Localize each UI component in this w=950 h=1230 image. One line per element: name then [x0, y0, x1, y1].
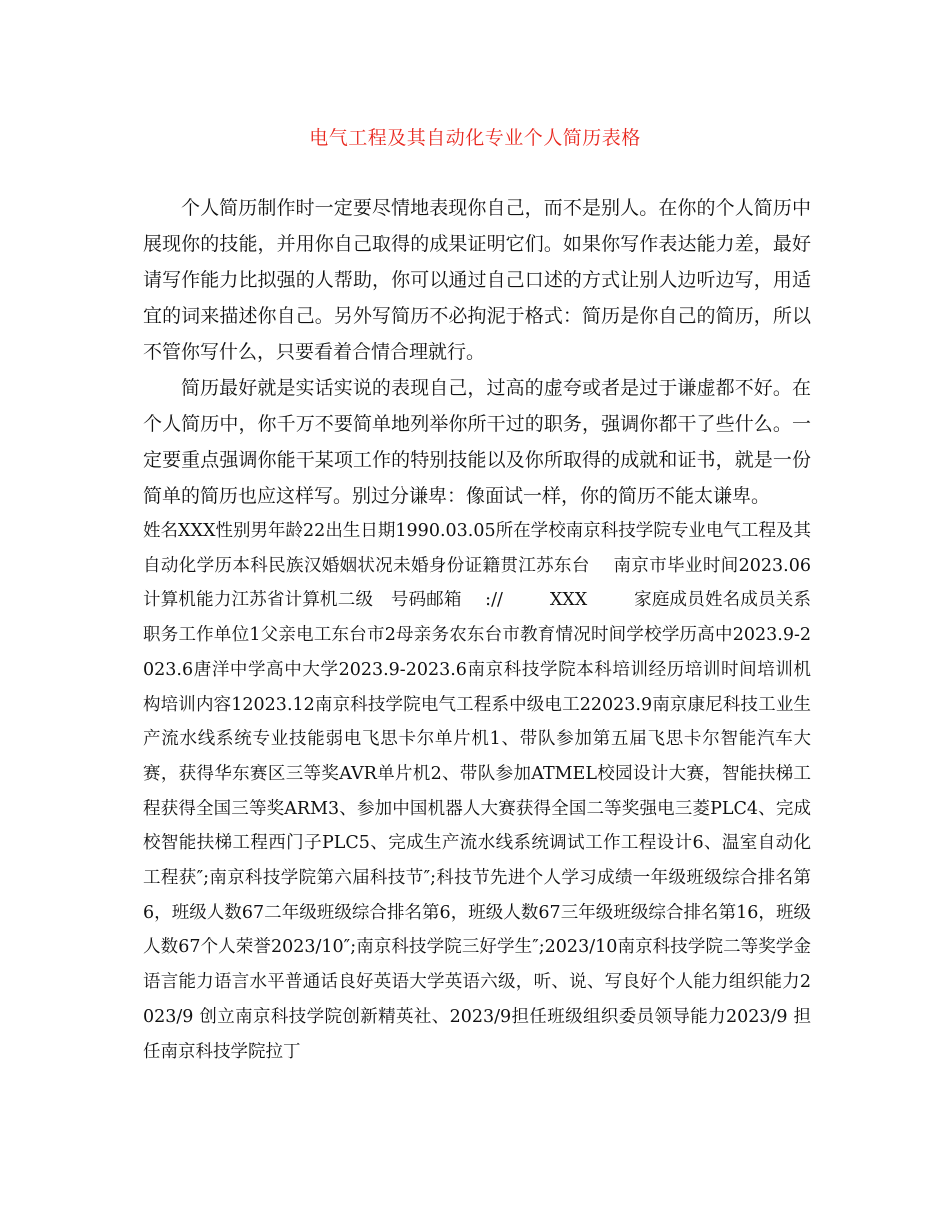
document-title: 电气工程及其自动化专业个人简历表格 [309, 127, 641, 149]
advice-paragraph: 简历最好就是实话实说的表现自己，过高的虚夸或者是过于谦虚都不好。在个人简历中，你千万不要简单地列举你所干过的职务，强调你都干了些什么。一定要重点强调你能干某项工作的特别技能以及你所取得的成就和证书，就是一份简单的简历也应这样写。别过分谦卑：像面试一样，你的简历不能太谦卑。 [143, 377, 811, 507]
resume-details: 姓名XXX性别男年龄22出生日期1990.03.05所在学校南京科技学院专业电气工程及其自动化学历本科民族汉婚姻状况未婚身份证籍贯江苏东台 南京市毕业时间2023.06计算机能力江苏省计算机二级 号码邮箱 :// XXX 家庭成员姓名成员关系职务工作单位1父亲电工东台市2母亲务农东台市教育情况时间学校学历高中2023.9-2023.6唐洋中学高中大学2023.9-2023.6南京科技学院本科培训经历培训时间培训机构培训内容12023.12南京科技学院电气工程系中级电工22023.9南京康尼科技工业生产流水线系统专业技能弱电飞思卡尔单片机1、带队参加第五届飞思卡尔智能汽车大赛，获得华东赛区三等奖AVR单片机2、带队参加ATMEL校园设计大赛，智能扶梯工程获得全国三等奖ARM3、参加中国机器人大赛获得全国二等奖强电三菱PLC4、完成校智能扶梯工程西门子PLC5、完成生产流水线系统调试工作工程设计6、温室自动化工程获″;南京科技学院第六届科技节″;科技节先进个人学习成绩一年级班级综合排名第6，班级人数67二年级班级综合排名第6，班级人数67三年级班级综合排名第16，班级人数67个人荣誉2023/10″;南京科技学院三好学生″;2023/10南京科技学院二等奖学金语言能力语言水平普通话良好英语大学英语六级，听、说、写良好个人能力组织能力2023/9 创立南京科技学院创新精英社、2023/9担任班级组织委员领导能力2023/9 担任南京科技学院拉丁 [143, 521, 811, 1062]
document-body [143, 190, 811, 1069]
intro-paragraph: 个人简历制作时一定要尽情地表现你自己，而不是别人。在你的个人简历中展现你的技能，并用你自己取得的成果证明它们。如果你写作表达能力差，最好请写作能力比拟强的人帮助，你可以通过自己口述的方式让别人边听边写，用适宜的词来描述你自己。另外写简历不必拘泥于格式：简历是你自己的简历，所以不管你写什么，只要看着合情合理就行。 [143, 197, 811, 363]
